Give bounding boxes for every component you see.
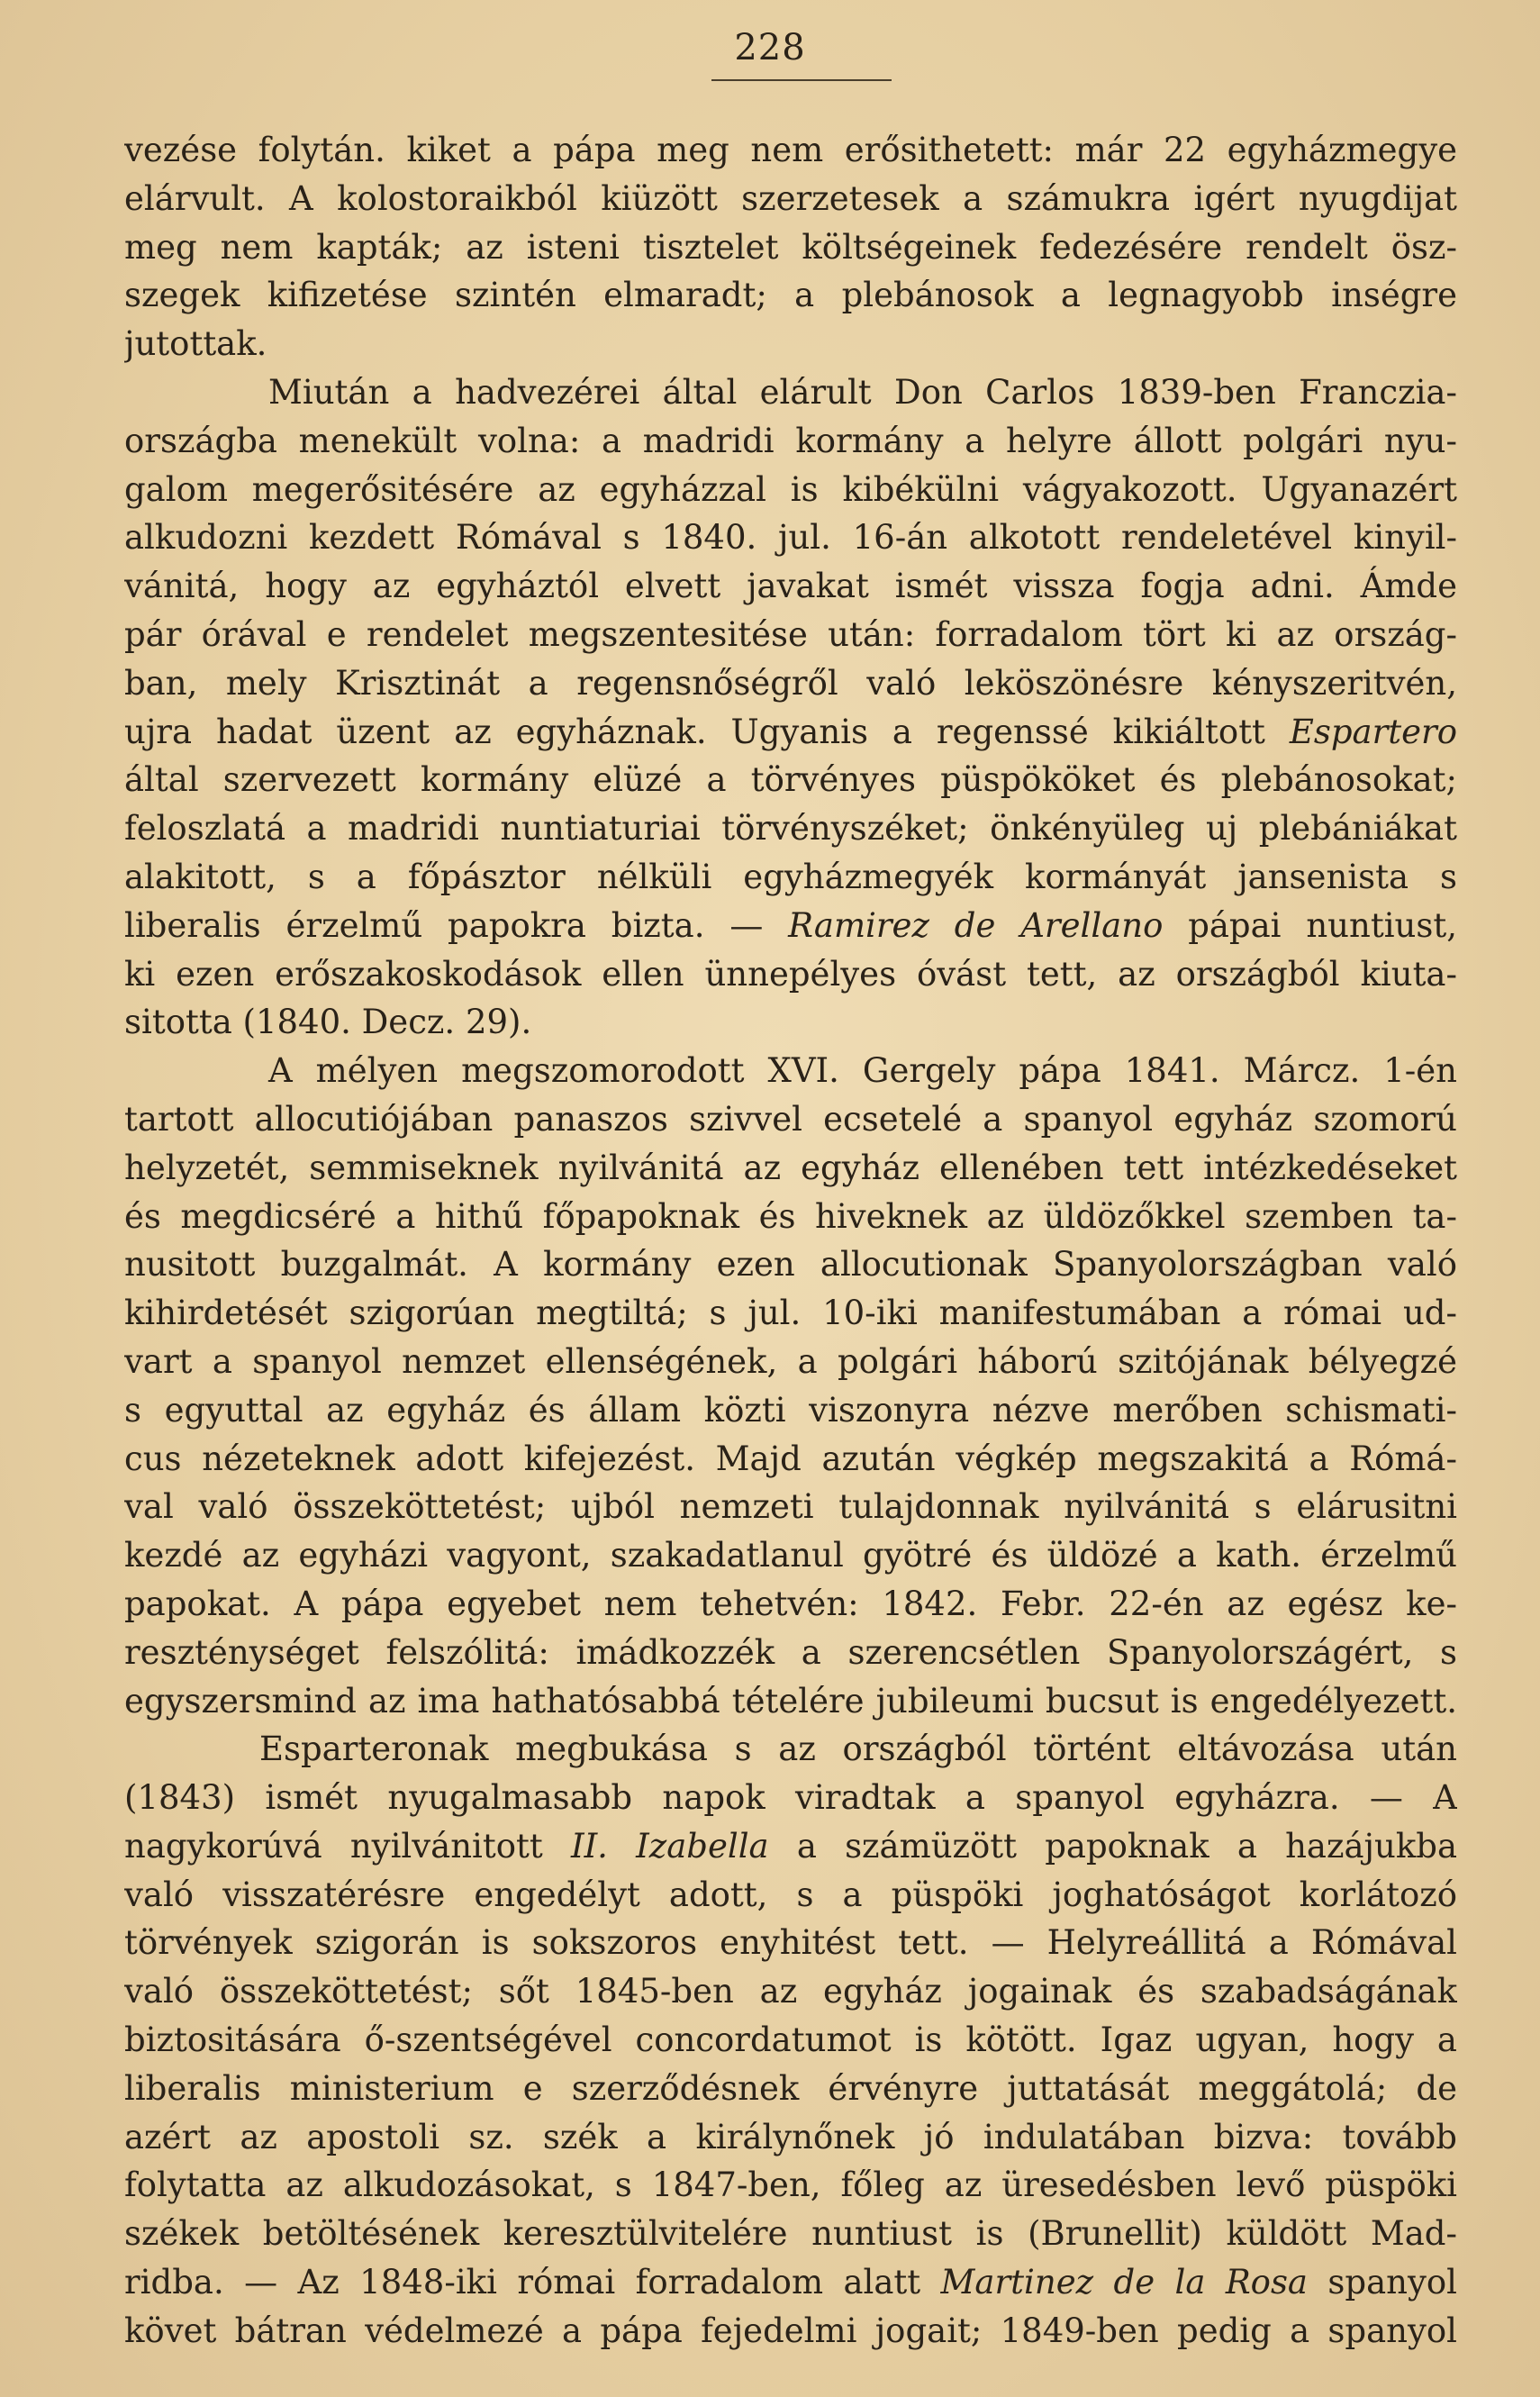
text-line: alakitott, s a főpásztor nélküli egyházmegyék kormányát jansenista s [124, 857, 1457, 896]
italic-name: Ramirez de Arellano [788, 905, 1164, 945]
text-line: azért az apostoli sz. szék a királynőnek jó indulatában bizva: tovább [124, 2117, 1457, 2156]
text-line: liberalis ministerium e szerződésnek érvényre juttatását meggátolá; de [124, 2068, 1457, 2108]
text-line: A mélyen megszomorodott XVI. Gergely pápa 1841. Márcz. 1-én [268, 1051, 1457, 1091]
text-line: való visszatérésre engedélyt adott, s a püspöki joghatóságot korlátozó [124, 1875, 1457, 1914]
text-fragment: ridba. — Az 1848-iki római forradalom alatt [124, 2263, 941, 2302]
paragraph-4 [124, 1725, 1457, 2355]
text-line: Miután a hadvezérei által elárult Don Carlos 1839-ben Franczia- [268, 372, 1457, 412]
paragraph-2 [124, 368, 1457, 1047]
text-line: és megdicséré a hithű főpapoknak és hiveknek az üldözőkkel szemben ta- [124, 1196, 1457, 1236]
text-line: helyzetét, semmiseknek nyilvánitá az egyház ellenében tett intézkedéseket [124, 1148, 1457, 1187]
text-line: papokat. A pápa egyebet nem tehetvén: 1842. Febr. 22-én az egész ke- [124, 1584, 1457, 1623]
text-line: szegek kifizetése szintén elmaradt; a plebánosok a legnagyobb inségre [124, 276, 1457, 315]
text-line: galom megerősitésére az egyházzal is kibékülni vágyakozott. Ugyanazért [124, 469, 1457, 509]
text-line: (1843) ismét nyugalmasabb napok viradtak a spanyol egyházra. — A [124, 1778, 1457, 1818]
text-line: egyszersmind az ima hathatósabbá tételére jubileumi bucsut is engedélyezett. [124, 1681, 1457, 1721]
text-line: jutottak. [124, 324, 267, 364]
text-line: folytatta az alkudozásokat, s 1847-ben, főleg az üresedésben levő püspöki [124, 2165, 1457, 2205]
text-line: elárvult. A kolostoraikból kiüzött szerzetesek a számukra igért nyugdijat [124, 178, 1457, 218]
text-line [124, 708, 1457, 757]
paragraph-3 [124, 1047, 1457, 1725]
text-line: törvények szigorán is sokszoros enyhitést tett. — Helyreállitá a Rómával [124, 1923, 1457, 1963]
text-line: val való összeköttetést; ujból nemzeti tulajdonnak nyilvánitá s elárusitni [124, 1487, 1457, 1527]
text-line: kezdé az egyházi vagyont, szakadatlanul gyötré és üldözé a kath. érzelmű [124, 1536, 1457, 1575]
text-line: országba menekült volna: a madridi kormány a helyre állott polgári nyu- [124, 421, 1457, 460]
text-fragment: liberalis érzelmű papokra bizta. — [124, 905, 789, 945]
text-fragment: spanyol [1308, 2263, 1457, 2302]
text-line: ban, mely Krisztinát a regensnőségről való leköszönésre kényszeritvén, [124, 663, 1457, 703]
text-line: s egyuttal az egyház és állam közti viszonyra nézve merőben schismati- [124, 1390, 1457, 1430]
text-line: pár órával e rendelet megszentesitése után: forradalom tört ki az ország- [124, 614, 1457, 654]
page-number: 228 [734, 27, 806, 68]
text-fragment: pápai nuntiust, [1163, 905, 1457, 945]
text-line: meg nem kapták; az isteni tisztelet költségeinek fedezésére rendelt ösz- [124, 227, 1457, 267]
text-line: sitotta (1840. Decz. 29). [124, 1003, 532, 1042]
text-line: alkudozni kezdett Rómával s 1840. jul. 16-án alkotott rendeletével kinyil- [124, 518, 1457, 558]
text-line [124, 902, 1457, 950]
text-line: vánitá, hogy az egyháztól elvett javakat ismét vissza fogja adni. Ámde [124, 567, 1457, 606]
text-line: ki ezen erőszakoskodások ellen ünnepélyes óvást tett, az országból kiuta- [124, 954, 1457, 994]
text-fragment: a számüzött papoknak a hazájukba [768, 1826, 1457, 1866]
text-line: tartott allocutiójában panaszos szivvel ecsetelé a spanyol egyház szomorú [124, 1099, 1457, 1139]
text-line: kihirdetését szigorúan megtiltá; s jul. 10-iki manifestumában a római ud- [124, 1294, 1457, 1333]
text-line [124, 1822, 1457, 1871]
header-rule [711, 79, 892, 81]
text-line: való összeköttetést; sőt 1845-ben az egyház jogainak és szabadságának [124, 1972, 1457, 2011]
text-line: reszténységet felszólitá: imádkozzék a szerencsétlen Spanyolországért, s [124, 1632, 1457, 1672]
text-line: követ bátran védelmezé a pápa fejedelmi jogait; 1849-ben pedig a spanyol [124, 2311, 1457, 2350]
text-line: székek betöltésének keresztülvitelére nuntiust is (Brunellit) küldött Mad- [124, 2214, 1457, 2254]
italic-name: Espartero [1289, 712, 1457, 751]
text-line [124, 2258, 1457, 2307]
text-line: nusitott buzgalmát. A kormány ezen allocutionak Spanyolországban való [124, 1245, 1457, 1285]
italic-name: II. Izabella [570, 1826, 769, 1866]
text-line: biztositására ő-szentségével concordatumot is kötött. Igaz ugyan, hogy a [124, 2020, 1457, 2060]
paragraph-1 [124, 126, 1457, 368]
text-fragment: nagykorúvá nyilvánitott [124, 1826, 571, 1866]
italic-name: Martinez de la Rosa [940, 2263, 1308, 2302]
text-body [124, 126, 1457, 2356]
text-line: vart a spanyol nemzet ellenségének, a polgári háború szitójának bélyegzé [124, 1341, 1457, 1381]
text-line: cus nézeteknek adott kifejezést. Majd azután végkép megszakitá a Rómá- [124, 1439, 1457, 1478]
text-fragment: ujra hadat üzent az egyháznak. Ugyanis a regenssé kikiáltott [124, 712, 1290, 751]
text-line: Esparteronak megbukása s az országból történt eltávozása után [259, 1730, 1457, 1769]
text-line: vezése folytán. kiket a pápa meg nem erősithetett: már 22 egyházmegye [124, 131, 1457, 169]
text-line: által szervezett kormány elüzé a törvényes püspököket és plebánosokat; [124, 760, 1457, 800]
text-line: feloszlatá a madridi nuntiaturiai törvényszéket; önkényüleg uj plebániákat [124, 809, 1457, 849]
